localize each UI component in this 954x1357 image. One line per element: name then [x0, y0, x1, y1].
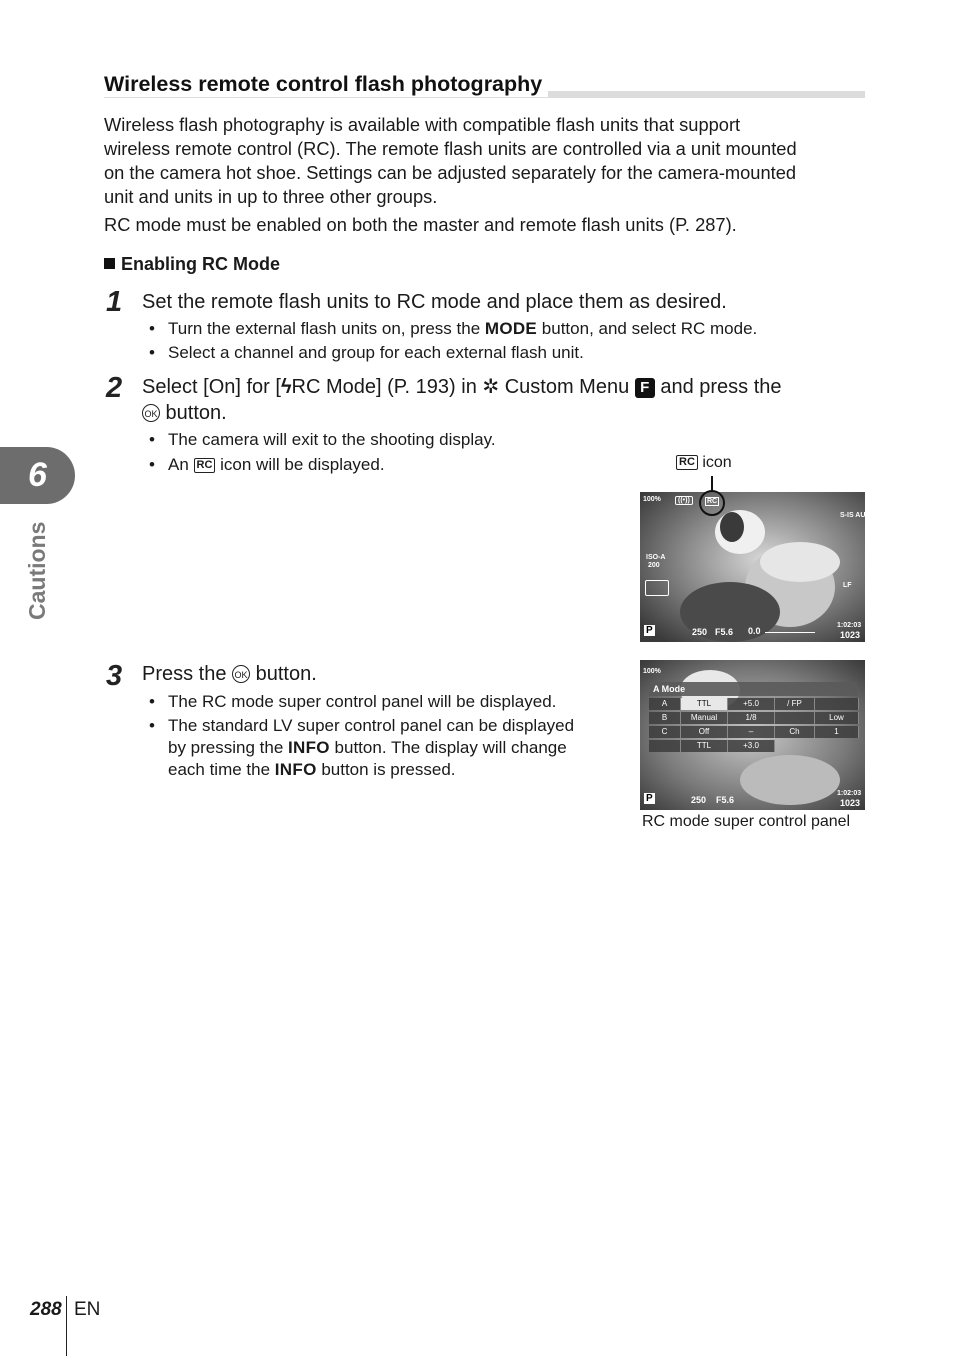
page-number: 288 — [30, 1299, 62, 1320]
rc-icon: RC — [676, 455, 698, 470]
step-2-text: Select [On] for [ϟRC Mode] (P. 193) in ✲ Custom Menu F and press the OK button. — [142, 376, 782, 424]
step-2-number: 2 — [106, 372, 123, 404]
rc-icon-callout: RC icon — [676, 454, 732, 472]
shooting-display-screen: 100% ((•)) RC S-IS AUTO ISO-A 200 LF P 250 F5.6 0.0 1:02:03 1023 — [640, 492, 865, 642]
rc-row-b[interactable]: B Manual 1/8 Low — [649, 712, 861, 725]
intro-paragraph: Wireless flash photography is available with compatible flash units that support wireless remote control (RC). The remote flash units are controlled via a unit mounted on the camera hot shoe. Settings can be adjusted separately for the camera-mounted unit and units in up to three other groups. — [104, 114, 797, 207]
step-1-text: Set the remote flash units to RC mode and place them as desired. — [142, 291, 727, 313]
intro-paragraph-2: RC mode must be enabled on both the master and remote flash units (P. 287). — [104, 214, 737, 235]
step-3-bullet-1: • The RC mode super control panel will be displayed. — [149, 692, 557, 711]
flash-icon: ϟ — [280, 376, 292, 398]
ok-button-icon: OK — [232, 665, 250, 683]
custom-menu-f-icon: F — [635, 378, 655, 398]
square-bullet-icon — [104, 258, 115, 269]
footer-divider — [66, 1296, 67, 1356]
page-language: EN — [74, 1299, 101, 1320]
step-3-bullet-2: • The standard LV super control panel can be displayed by pressing the INFO button. The display will change each time the INFO button is pressed. — [149, 716, 575, 779]
rc-settings-table — [649, 698, 861, 770]
step-2-bullet-2: • An RC icon will be displayed. — [149, 455, 385, 474]
ok-button-icon: OK — [142, 404, 160, 422]
step-1-bullet-2: • Select a channel and group for each external flash unit. — [149, 343, 584, 362]
step-3-text: Press the OK button. — [142, 663, 317, 685]
subheading: Enabling RC Mode — [104, 254, 280, 275]
step-3-number: 3 — [106, 660, 123, 692]
drive-mode-icon — [645, 580, 669, 596]
chapter-label: Cautions — [24, 521, 50, 620]
chapter-number: 6 — [28, 456, 47, 494]
rc-super-control-panel-screen: 100% A Mode P 250 F5.6 1:02:03 1023 — [640, 660, 865, 810]
step-1-number: 1 — [106, 286, 123, 318]
rc-row-a[interactable]: A TTL +5.0 / FP — [649, 698, 861, 711]
rc-row-master[interactable]: TTL +3.0 — [649, 740, 861, 753]
rc-row-c[interactable]: C Off – Ch 1 — [649, 726, 861, 739]
step-2-bullet-1: • The camera will exit to the shooting display. — [149, 430, 496, 449]
rc-icon: RC — [194, 458, 216, 473]
screen-caption: RC mode super control panel — [642, 813, 851, 830]
section-title: Wireless remote control flash photography — [104, 72, 548, 97]
photo-background — [640, 492, 865, 642]
step-1-bullet-1: • Turn the external flash units on, press the MODE button, and select RC mode. — [149, 319, 758, 338]
gear-icon: ✲ — [482, 376, 500, 398]
exposure-scale — [765, 632, 815, 633]
